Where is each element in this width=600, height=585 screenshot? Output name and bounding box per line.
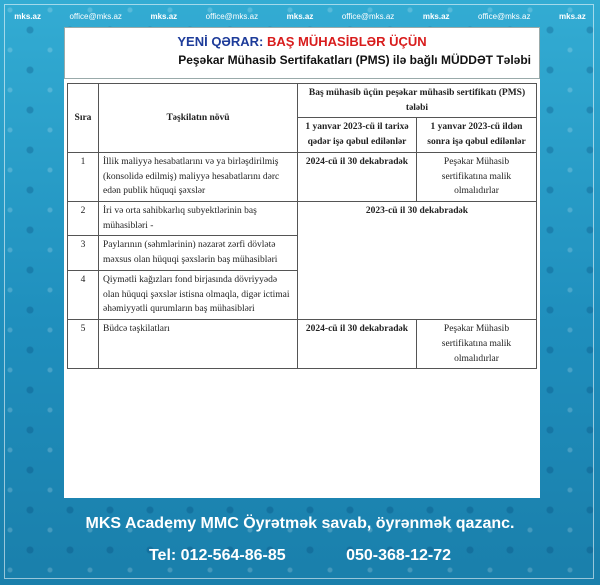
row-after: Peşəkar Mühasib sertifikatına malik olmalıdırlar <box>417 320 537 369</box>
footer-slogan: MKS Academy MMC Öyrətmək savab, öyrənmək qazanc. <box>85 515 515 532</box>
row-org: İri və orta sahibkarlıq subyektlərinin baş mühasibləri - <box>99 202 298 236</box>
phone-mobile: 050-368-12-72 <box>346 547 452 564</box>
row-org: Paylarının (səhmlərinin) nəzarət zərfi dövlətə məxsus olan hüquqi şəxslərin baş mühasibləri <box>99 236 298 270</box>
header-group: Baş mühasib üçün peşəkar mühasib sertifikatı (PMS) tələbi <box>298 84 537 118</box>
watermark-email: office@mks.az <box>205 11 259 21</box>
table-row <box>68 152 537 201</box>
footer-contacts <box>0 547 600 565</box>
table-row <box>68 202 537 236</box>
watermark-site: mks.az <box>422 11 450 21</box>
row-before: 2024-cü il 30 dekabradək <box>298 320 417 369</box>
watermark-bar <box>0 8 600 24</box>
new-decision-label: YENİ QƏRAR: <box>177 34 264 49</box>
watermark-site: mks.az <box>150 11 178 21</box>
watermark-email: office@mks.az <box>478 11 531 21</box>
watermark-email: office@mks.az <box>341 11 395 21</box>
header-before: 1 yanvar 2023-cü il tarixə qədər işə qəbul edilənlər <box>298 118 417 152</box>
row-org: İllik maliyyə hesabatlarını və ya birləşdirilmiş (konsolidə edilmiş) maliyyə hesabatlarını dərc edən publik hüquqi şəxslər <box>99 152 298 201</box>
row-after: Peşəkar Mühasib sertifikatına malik olmalıdırlar <box>417 152 537 201</box>
heading-title-line <box>65 34 539 49</box>
watermark-site: mks.az <box>559 11 586 21</box>
row-org: Büdcə təşkilatları <box>99 320 298 369</box>
row-before: 2024-cü il 30 dekabradək <box>298 152 417 201</box>
watermark-email: office@mks.az <box>69 11 122 21</box>
header-no: Sıra <box>68 84 99 153</box>
merged-deadline: 2023-cü il 30 dekabradək <box>298 202 537 320</box>
row-org: Qiymətli kağızları fond birjasında dövriyyədə olan hüquqi şəxslər istisna olmaqla, digər ictimai əhəmiyyətli qurumların baş mühasibləri <box>99 270 298 319</box>
row-no: 2 <box>68 202 99 236</box>
table-row <box>68 320 537 369</box>
heading-title: BAŞ MÜHASİBLƏR ÜÇÜN <box>266 34 427 49</box>
row-no: 4 <box>68 270 99 319</box>
watermark-site: mks.az <box>286 11 314 21</box>
requirements-table <box>67 83 537 369</box>
table-header-row <box>68 84 537 118</box>
heading-subtitle: Peşəkar Mühasib Sertifakatları (PMS) ilə bağlı MÜDDƏT Tələbi <box>178 53 531 67</box>
header-org: Təşkilatın növü <box>99 84 298 153</box>
watermark-site: mks.az <box>14 11 41 21</box>
phone-primary: Tel: 012-564-86-85 <box>148 547 286 564</box>
row-no: 3 <box>68 236 99 270</box>
document-heading <box>64 27 540 79</box>
row-no: 5 <box>68 320 99 369</box>
header-after: 1 yanvar 2023-cü ildən sonra işə qəbul edilənlər <box>417 118 537 152</box>
document-sheet <box>64 27 540 498</box>
row-no: 1 <box>68 152 99 201</box>
